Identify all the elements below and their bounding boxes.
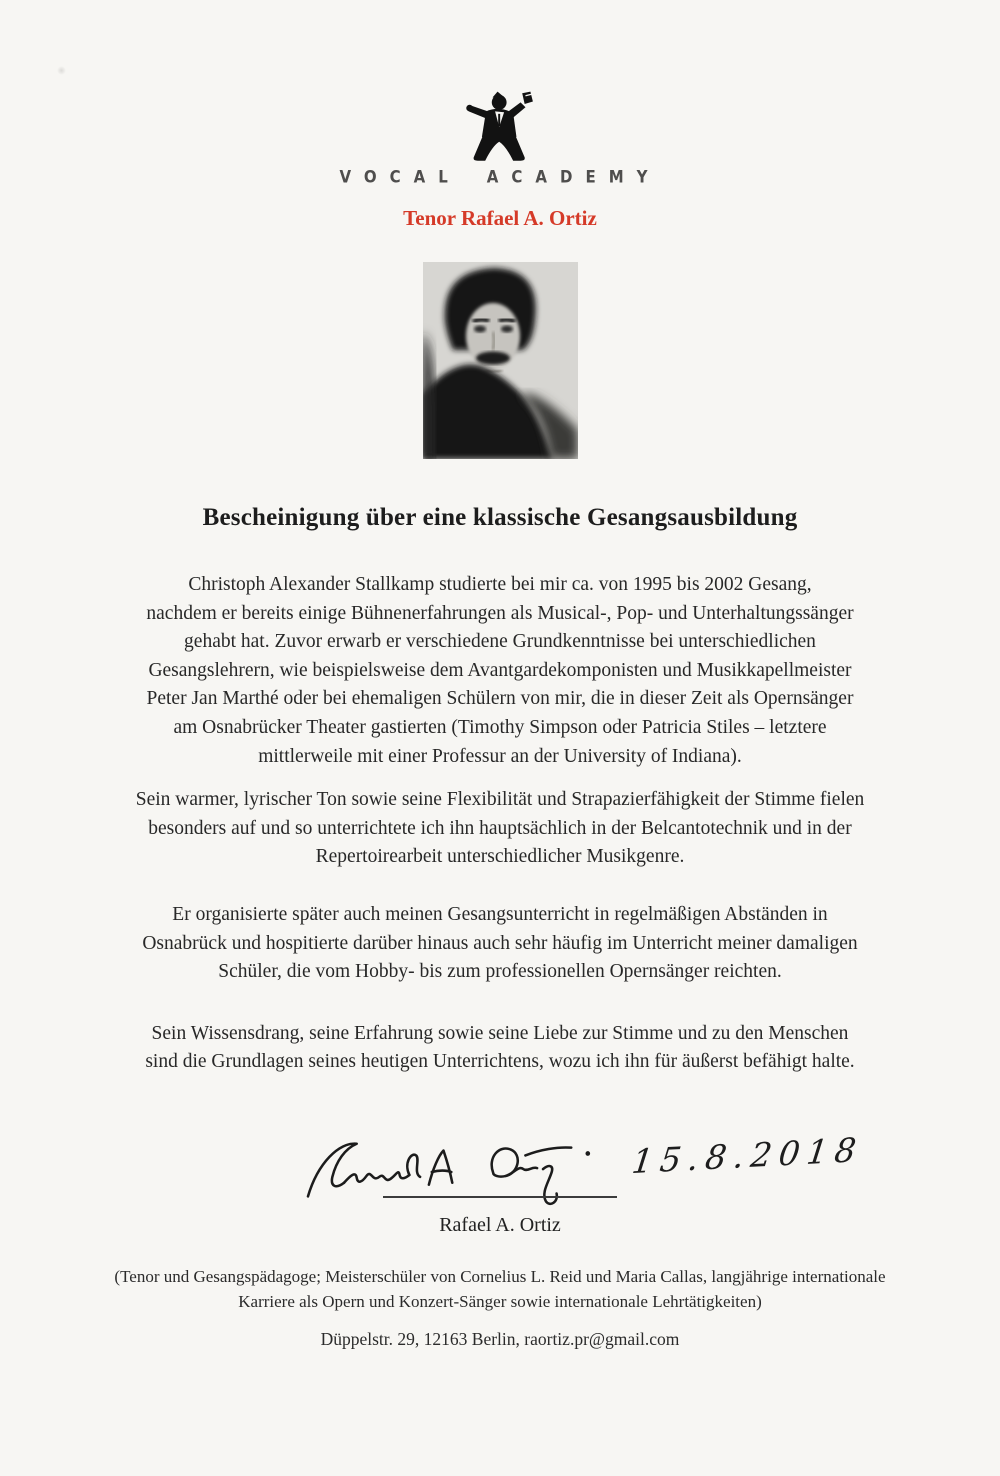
credentials-note: [0, 1264, 1000, 1314]
logo-subtitle: Tenor Rafael A. Ortiz: [403, 206, 597, 230]
text-line: sind die Grundlagen seines heutigen Unterrichtens, wozu ich ihn für äußerst befähigt halte.: [145, 1051, 855, 1073]
text-line: am Osnabrücker Theater gastierten (Timothy Simpson oder Patricia Stiles – letztere: [173, 716, 827, 738]
logo-word-academy: ACADEMY: [486, 166, 661, 188]
text-line: mittlerweile mit einer Professur an der University of Indiana).: [258, 745, 742, 767]
document-title: Bescheinigung über eine klassische Gesangsausbildung: [202, 504, 798, 531]
paragraph-2: [64, 786, 936, 872]
signature-block: [0, 1129, 1000, 1210]
text-line: Sein Wissensdrang, seine Erfahrung sowie seine Liebe zur Stimme und zu den Menschen: [151, 1022, 849, 1044]
singer-silhouette-icon: [435, 90, 565, 164]
text-line: Schüler, die vom Hobby- bis zum professionellen Opernsänger reichten.: [218, 961, 782, 983]
text-line: Christoph Alexander Stallkamp studierte bei mir ca. von 1995 bis 2002 Gesang,: [188, 574, 812, 595]
signatory-name: Rafael A. Ortiz: [439, 1213, 561, 1236]
text-line: nachdem er bereits einige Bühnenerfahrungen als Musical-, Pop- und Unterhaltungssänger: [146, 602, 854, 624]
signature-date: 15.8.2018: [629, 1129, 866, 1182]
text-line: Er organisierte später auch meinen Gesangsunterricht in regelmäßigen Abständen in: [172, 903, 828, 925]
text-line: Karriere als Opern und Konzert-Sänger sowie internationale Lehrtätigkeiten): [238, 1291, 762, 1311]
text-line: (Tenor und Gesangspädagoge; Meisterschüler von Cornelius L. Reid und Maria Callas, langjährige internationale: [114, 1266, 886, 1286]
scan-smudge: [57, 66, 66, 75]
paragraph-4: [64, 1020, 936, 1077]
paragraph-3: [64, 901, 936, 987]
text-line: Sein warmer, lyrischer Ton sowie seine Flexibilität und Strapazierfähigkeit der Stimme fielen: [135, 789, 865, 811]
text-line: besonders auf und so unterrichtete ich ihn hauptsächlich in der Belcantotechnik und in der: [148, 817, 852, 839]
contact-line: Düppelstr. 29, 12163 Berlin, raortiz.pr@gmail.com: [320, 1328, 680, 1349]
text-line: Osnabrück und hospitierte darüber hinaus auch sehr häufig im Unterricht meiner damaligen: [142, 932, 858, 954]
logo-word-vocal: VOCAL: [339, 166, 461, 188]
logo-wordmark: [0, 167, 1000, 187]
signature-underline: [383, 1196, 617, 1198]
portrait-photo: [423, 262, 578, 459]
text-line: Repertoirearbeit unterschiedlicher Musikgenre.: [315, 846, 685, 868]
paragraph-1: [64, 571, 936, 771]
signature-image: [298, 1134, 628, 1212]
text-line: Peter Jan Marthé oder bei ehemaligen Schülern von mir, die in dieser Zeit als Opernsänger: [146, 688, 854, 710]
vocal-academy-logo: [0, 0, 1000, 231]
text-line: gehabt hat. Zuvor erwarb er verschiedene Grundkenntnisse bei unterschiedlichen: [184, 631, 816, 653]
text-line: Gesangslehrern, wie beispielsweise dem Avantgardekomponisten und Musikkapellmeister: [148, 659, 852, 681]
